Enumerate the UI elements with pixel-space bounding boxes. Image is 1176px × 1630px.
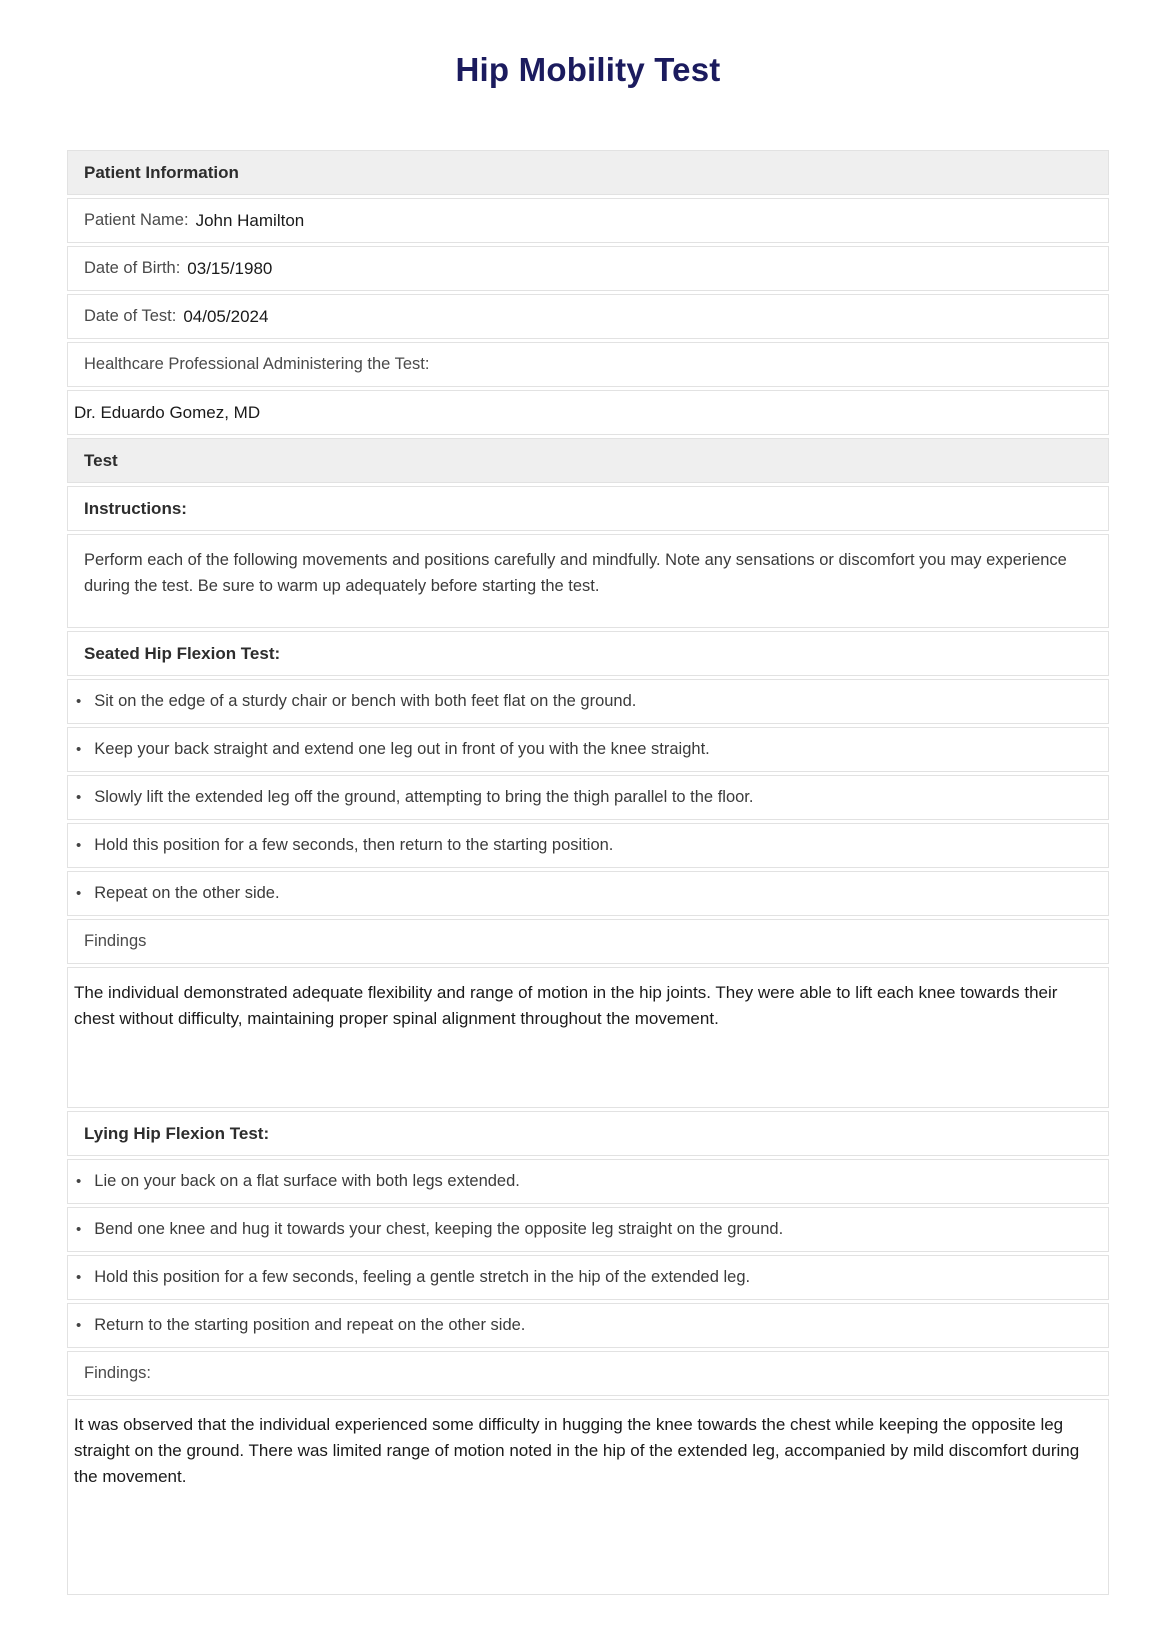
seated-findings-text[interactable]: The individual demonstrated adequate flexibility and range of motion in the hip joints. They were able to lift each knee towards their chest without difficulty, maintaining proper spinal alignment throughout the movement. — [74, 983, 1058, 1028]
page-title: Hip Mobility Test — [455, 51, 721, 88]
date-of-test-label: Date of Test: — [84, 307, 177, 325]
lying-findings-label: Findings: — [84, 1364, 151, 1382]
lying-step-text: Return to the starting position and repeat on the other side. — [94, 1316, 526, 1334]
seated-step-row — [67, 727, 1109, 772]
date-of-birth-value[interactable]: 03/15/1980 — [187, 258, 273, 278]
lying-test-heading-row — [67, 1111, 1109, 1156]
seated-findings-label-row — [67, 919, 1109, 964]
seated-findings-label: Findings — [84, 932, 147, 950]
healthcare-professional-value-row[interactable] — [67, 390, 1109, 435]
lying-test-heading: Lying Hip Flexion Test: — [84, 1123, 270, 1143]
bullet-icon: • — [76, 885, 82, 902]
field-row-patient-name — [67, 198, 1109, 243]
lying-step-row — [67, 1207, 1109, 1252]
lying-step-row — [67, 1255, 1109, 1300]
field-row-healthcare-professional-label — [67, 342, 1109, 387]
lying-step-text: Lie on your back on a flat surface with both legs extended. — [94, 1172, 520, 1190]
seated-step-row — [67, 679, 1109, 724]
lying-step-text: Bend one knee and hug it towards your chest, keeping the opposite leg straight on the ground. — [94, 1220, 784, 1238]
lying-step-row — [67, 1303, 1109, 1348]
seated-step-row — [67, 775, 1109, 820]
section-header-patient-information — [67, 150, 1109, 195]
seated-step-text: Sit on the edge of a sturdy chair or bench with both feet flat on the ground. — [94, 692, 637, 710]
section-header-test — [67, 438, 1109, 483]
patient-name-value[interactable]: John Hamilton — [195, 210, 305, 230]
section-header-label: Test — [84, 450, 118, 470]
patient-name-label: Patient Name: — [84, 211, 189, 229]
instructions-heading: Instructions: — [84, 498, 187, 518]
seated-step-row — [67, 871, 1109, 916]
seated-step-row — [67, 823, 1109, 868]
bullet-icon: • — [76, 1173, 82, 1190]
bullet-icon: • — [76, 1221, 82, 1238]
hip-mobility-form — [67, 150, 1109, 1595]
seated-step-text: Keep your back straight and extend one leg out in front of you with the knee straight. — [94, 740, 710, 758]
seated-test-heading: Seated Hip Flexion Test: — [84, 643, 281, 663]
bullet-icon: • — [76, 1317, 82, 1334]
date-of-test-value[interactable]: 04/05/2024 — [183, 306, 269, 326]
seated-test-heading-row — [67, 631, 1109, 676]
bullet-icon: • — [76, 741, 82, 758]
lying-findings-text-area[interactable] — [67, 1399, 1109, 1595]
lying-step-text: Hold this position for a few seconds, feeling a gentle stretch in the hip of the extended leg. — [94, 1268, 751, 1286]
healthcare-professional-label: Healthcare Professional Administering the Test: — [84, 355, 430, 373]
field-row-date-of-birth — [67, 246, 1109, 291]
bullet-icon: • — [76, 789, 82, 806]
lying-findings-label-row — [67, 1351, 1109, 1396]
instructions-text: Perform each of the following movements and positions carefully and mindfully. Note any sensations or discomfort you may experience during the test. Be sure to warm up adequately before starting the test. — [84, 551, 1067, 595]
date-of-birth-label: Date of Birth: — [84, 259, 181, 277]
seated-step-text: Hold this position for a few seconds, then return to the starting position. — [94, 836, 614, 854]
lying-findings-text[interactable]: It was observed that the individual experienced some difficulty in hugging the knee towards the chest while keeping the opposite leg straight on the ground. There was limited range of motion noted in the hip of the extended leg, accompanied by mild discomfort during the movement. — [74, 1415, 1080, 1486]
instructions-heading-row — [67, 486, 1109, 531]
bullet-icon: • — [76, 1269, 82, 1286]
field-row-date-of-test — [67, 294, 1109, 339]
seated-findings-text-area[interactable] — [67, 967, 1109, 1108]
section-header-label: Patient Information — [84, 162, 239, 182]
lying-step-row — [67, 1159, 1109, 1204]
bullet-icon: • — [76, 693, 82, 710]
bullet-icon: • — [76, 837, 82, 854]
seated-step-text: Slowly lift the extended leg off the ground, attempting to bring the thigh parallel to the floor. — [94, 788, 754, 806]
healthcare-professional-value[interactable]: Dr. Eduardo Gomez, MD — [74, 402, 261, 422]
seated-step-text: Repeat on the other side. — [94, 884, 280, 902]
instructions-text-row — [67, 534, 1109, 628]
